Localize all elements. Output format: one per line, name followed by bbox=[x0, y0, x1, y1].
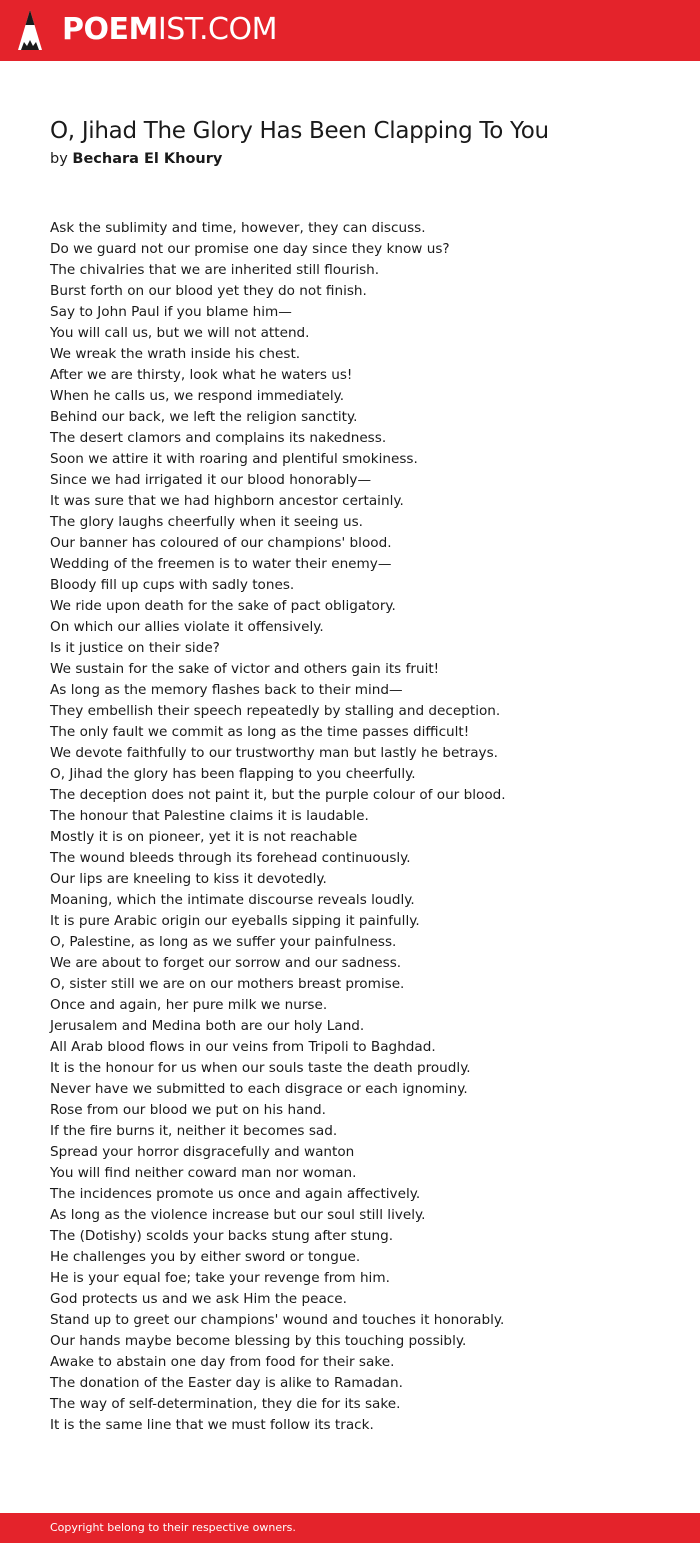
poem-line: You will call us, but we will not attend. bbox=[50, 325, 310, 341]
poem-line: On which our allies violate it offensively. bbox=[50, 619, 324, 635]
poem-line: Jerusalem and Medina both are our holy Land. bbox=[50, 1018, 365, 1034]
poem-line: The deception does not paint it, but the purple colour of our blood. bbox=[50, 787, 506, 803]
site-header bbox=[0, 0, 700, 61]
poem-line: Once and again, her pure milk we nurse. bbox=[50, 997, 328, 1013]
poem-line: All Arab blood flows in our veins from Tripoli to Baghdad. bbox=[50, 1039, 436, 1055]
site-footer bbox=[0, 1513, 700, 1543]
poem-line: God protects us and we ask Him the peace. bbox=[50, 1291, 347, 1307]
poem-line: The incidences promote us once and again affectively. bbox=[50, 1186, 421, 1202]
poem-line: It is pure Arabic origin our eyeballs sipping it painfully. bbox=[50, 913, 420, 929]
poem-line: The desert clamors and complains its nakedness. bbox=[50, 430, 387, 446]
poem-line: We devote faithfully to our trustworthy man but lastly he betrays. bbox=[50, 745, 499, 761]
poem-line: Mostly it is on pioneer, yet it is not reachable bbox=[50, 829, 358, 845]
poem-line: He challenges you by either sword or tongue. bbox=[50, 1249, 361, 1265]
poem-line: We are about to forget our sorrow and our sadness. bbox=[50, 955, 402, 971]
poem-line: Soon we attire it with roaring and plentiful smokiness. bbox=[50, 451, 418, 467]
poem-line: Spread your horror disgracefully and wanton bbox=[50, 1144, 355, 1160]
poem-line: The (Dotishy) scolds your backs stung after stung. bbox=[50, 1228, 394, 1244]
poem-line: O, Palestine, as long as we suffer your painfulness. bbox=[50, 934, 397, 950]
poem-line: The way of self-determination, they die for its sake. bbox=[50, 1396, 401, 1412]
poem-line: Stand up to greet our champions' wound and touches it honorably. bbox=[50, 1312, 505, 1328]
poem-line: Our lips are kneeling to kiss it devotedly. bbox=[50, 871, 327, 887]
poem-body bbox=[50, 218, 670, 1436]
poem-line: The chivalries that we are inherited still flourish. bbox=[50, 262, 380, 278]
poem-line: As long as the violence increase but our soul still lively. bbox=[50, 1207, 426, 1223]
poem-line: Moaning, which the intimate discourse reveals loudly. bbox=[50, 892, 415, 908]
poem-line: Ask the sublimity and time, however, they can discuss. bbox=[50, 220, 426, 236]
poem-line: The glory laughs cheerfully when it seeing us. bbox=[50, 514, 364, 530]
poem-line: O, sister still we are on our mothers breast promise. bbox=[50, 976, 405, 992]
poem-line: It is the honour for us when our souls taste the death proudly. bbox=[50, 1060, 471, 1076]
by-label: by bbox=[50, 151, 68, 167]
poem-line: Never have we submitted to each disgrace or each ignominy. bbox=[50, 1081, 468, 1097]
poem-line: It is the same line that we must follow its track. bbox=[50, 1417, 374, 1433]
poem-line: O, Jihad the glory has been flapping to you cheerfully. bbox=[50, 766, 416, 782]
poem-line: They embellish their speech repeatedly by stalling and deception. bbox=[50, 703, 501, 719]
poem-line: The wound bleeds through its forehead continuously. bbox=[50, 850, 411, 866]
poem-line: It was sure that we had highborn ancestor certainly. bbox=[50, 493, 404, 509]
poem-line: Do we guard not our promise one day since they know us? bbox=[50, 241, 450, 257]
site-logo[interactable] bbox=[62, 12, 277, 48]
poem-line: Bloody fill up cups with sadly tones. bbox=[50, 577, 295, 593]
poem-line: Burst forth on our blood yet they do not finish. bbox=[50, 283, 367, 299]
poem-line: You will find neither coward man nor woman. bbox=[50, 1165, 357, 1181]
poem-line: As long as the memory flashes back to their mind— bbox=[50, 682, 403, 698]
poem-line: Our hands maybe become blessing by this touching possibly. bbox=[50, 1333, 467, 1349]
poem-line: He is your equal foe; take your revenge from him. bbox=[50, 1270, 390, 1286]
poem-line: Our banner has coloured of our champions' blood. bbox=[50, 535, 392, 551]
poem-line: Awake to abstain one day from food for their sake. bbox=[50, 1354, 395, 1370]
poem-line: If the fire burns it, neither it becomes sad. bbox=[50, 1123, 338, 1139]
poem-line: The donation of the Easter day is alike to Ramadan. bbox=[50, 1375, 403, 1391]
poem-line: The honour that Palestine claims it is laudable. bbox=[50, 808, 369, 824]
poem-line: When he calls us, we respond immediately. bbox=[50, 388, 345, 404]
author-name[interactable]: Bechara El Khoury bbox=[72, 151, 223, 167]
logo-light-text: IST.COM bbox=[157, 12, 277, 47]
poem-line: The only fault we commit as long as the time passes difficult! bbox=[50, 724, 470, 740]
poem-line: We wreak the wrath inside his chest. bbox=[50, 346, 301, 362]
poem-line: We sustain for the sake of victor and others gain its fruit! bbox=[50, 661, 440, 677]
poem-title: O, Jihad The Glory Has Been Clapping To You bbox=[50, 118, 549, 144]
poem-line: Behind our back, we left the religion sanctity. bbox=[50, 409, 358, 425]
byline bbox=[50, 148, 222, 170]
poem-line: Since we had irrigated it our blood honorably— bbox=[50, 472, 372, 488]
poem-line: Say to John Paul if you blame him— bbox=[50, 304, 292, 320]
poem-line: Rose from our blood we put on his hand. bbox=[50, 1102, 326, 1118]
poem-line: Wedding of the freemen is to water their enemy— bbox=[50, 556, 392, 572]
poem-line: Is it justice on their side? bbox=[50, 640, 220, 656]
copyright-text: Copyright belong to their respective owners. bbox=[50, 1521, 296, 1534]
pencil-tip-icon bbox=[18, 10, 42, 50]
logo-bold-text: POEM bbox=[62, 12, 158, 47]
poem-line: We ride upon death for the sake of pact obligatory. bbox=[50, 598, 396, 614]
poem-line: After we are thirsty, look what he waters us! bbox=[50, 367, 353, 383]
